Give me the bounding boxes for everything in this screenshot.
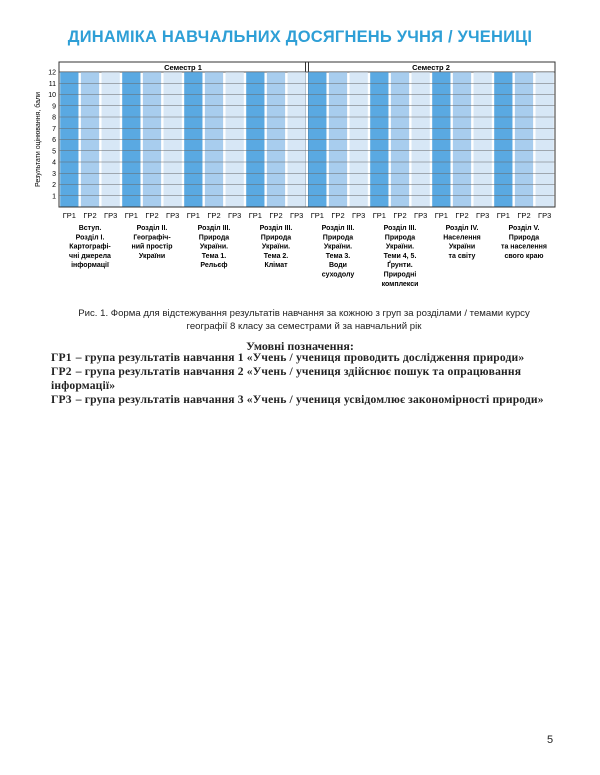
legend-item-gr2 [51,365,563,393]
category-label: України. [261,243,291,251]
series-tick-label: ГР1 [434,211,448,220]
category-label: Теми 4, 5. [383,252,417,260]
series-tick-label: ГР1 [310,211,324,220]
category-label: Розділ ІІІ. [383,225,417,232]
y-tick-label: 10 [48,92,56,99]
category-label: Розділ V. [508,225,540,232]
y-tick-label: 5 [52,148,56,156]
category-label: Природа [384,234,416,242]
category-label: Картографі- [69,243,111,251]
category-label: інформації [71,262,109,270]
category-label: Розділ І. [75,234,105,242]
y-tick-label: 3 [52,170,56,178]
series-tick-label: ГР2 [145,211,159,220]
category-label: Природа [260,234,292,242]
legend [51,351,563,407]
series-tick-label: ГР2 [517,211,531,220]
series-tick-label: ГР1 [496,211,510,220]
category-label: свого краю [504,252,544,260]
series-tick-label: ГР2 [207,211,221,220]
category-label: України. [385,243,415,251]
page-title: ДИНАМІКА НАВЧАЛЬНИХ ДОСЯГНЕНЬ УЧНЯ / УЧЕНИЦІ [67,28,533,46]
legend-item-gr3 [51,393,563,407]
legend-text: – група результатів навчання 3 «Учень / учениця усвідомлює закономірності природи» [75,393,544,406]
series-tick-label: ГР1 [372,211,386,220]
category-label: Природа [322,234,354,242]
category-label: Населення [443,234,481,242]
series-tick-label: ГР1 [124,211,138,220]
category-label: Розділ IV. [445,225,479,232]
series-tick-label: ГР3 [104,211,118,220]
category-label: Клімат [264,262,288,270]
series-tick-label: ГР3 [538,211,552,220]
figure-caption: Рис. 1. Форма для відстежування результатів навчання за кожною з груп за розділами / темами курсу географії 8 класу за семестрами й за навчальний рік [78,308,530,332]
category-label: Розділ ІІІ. [259,225,293,232]
category-label: Рельєф [200,262,228,270]
series-tick-label: ГР1 [62,211,76,220]
y-tick-label: 4 [52,159,56,167]
series-tick-label: ГР2 [331,211,345,220]
page-number: 5 [547,734,554,746]
legend-term: ГР1 [51,351,72,364]
series-tick-label: ГР1 [248,211,262,220]
y-tick-label: 9 [52,103,56,111]
semester-label: Семестр 1 [164,63,202,72]
series-tick-label: ГР3 [414,211,428,220]
series-tick-label: ГР3 [352,211,366,220]
category-label: Природа [198,234,230,242]
series-tick-label: ГР3 [228,211,242,220]
category-label: Тема 1. [201,252,227,260]
legend-title: Умовні позначення: [246,339,354,353]
category-label: Води [329,262,347,270]
y-tick-label: 8 [52,114,56,122]
category-label: суходолу [321,271,355,279]
category-label: Тема 3. [325,252,351,260]
category-label: Географіч- [133,234,171,242]
category-label: України [138,252,166,260]
series-tick-label: ГР2 [269,211,283,220]
category-label: та світу [448,252,476,260]
semester-label: Семестр 2 [412,63,450,72]
series-tick-label: ГР2 [393,211,407,220]
category-label: Розділ ІІІ. [321,225,355,232]
category-label: Розділ ІІІ. [197,225,231,232]
category-label: Вступ. [78,225,102,232]
y-tick-label: 12 [48,69,56,77]
series-tick-label: ГР2 [455,211,469,220]
y-tick-label: 11 [48,80,56,88]
series-tick-label: ГР3 [476,211,490,220]
y-tick-label: 1 [52,193,56,201]
category-label: Природні [383,271,417,279]
category-label: України [448,243,476,251]
series-tick-label: ГР3 [290,211,304,220]
category-label: України. [323,243,353,251]
legend-item-gr1 [51,351,563,365]
legend-text: – група результатів навчання 1 «Учень / учениця проводить дослідження природи» [75,351,525,364]
y-tick-label: 6 [52,137,56,144]
category-label: комплекси [381,280,419,288]
series-tick-label: ГР3 [166,211,180,220]
y-axis-label: Результати оцінювання, бали [35,92,42,187]
category-label: Розділ ІІ. [136,225,168,232]
y-tick-label: 2 [52,182,56,189]
series-tick-label: ГР1 [186,211,200,220]
category-label: Ґрунти. [387,262,413,270]
category-label: ний простір [131,243,173,251]
category-label: та населення [501,243,547,251]
legend-text: – група результатів навчання 2 «Учень / учениця здійснює пошук та опрацювання інформації» [51,365,522,392]
legend-term: ГР3 [51,393,72,406]
achievement-chart [0,0,600,300]
category-label: чні джерела [69,252,111,260]
y-tick-label: 7 [52,125,56,133]
category-label: Тема 2. [263,252,289,260]
category-label: Природа [508,234,540,242]
category-label: України. [199,243,229,251]
series-tick-label: ГР2 [83,211,97,220]
legend-term: ГР2 [51,365,72,378]
